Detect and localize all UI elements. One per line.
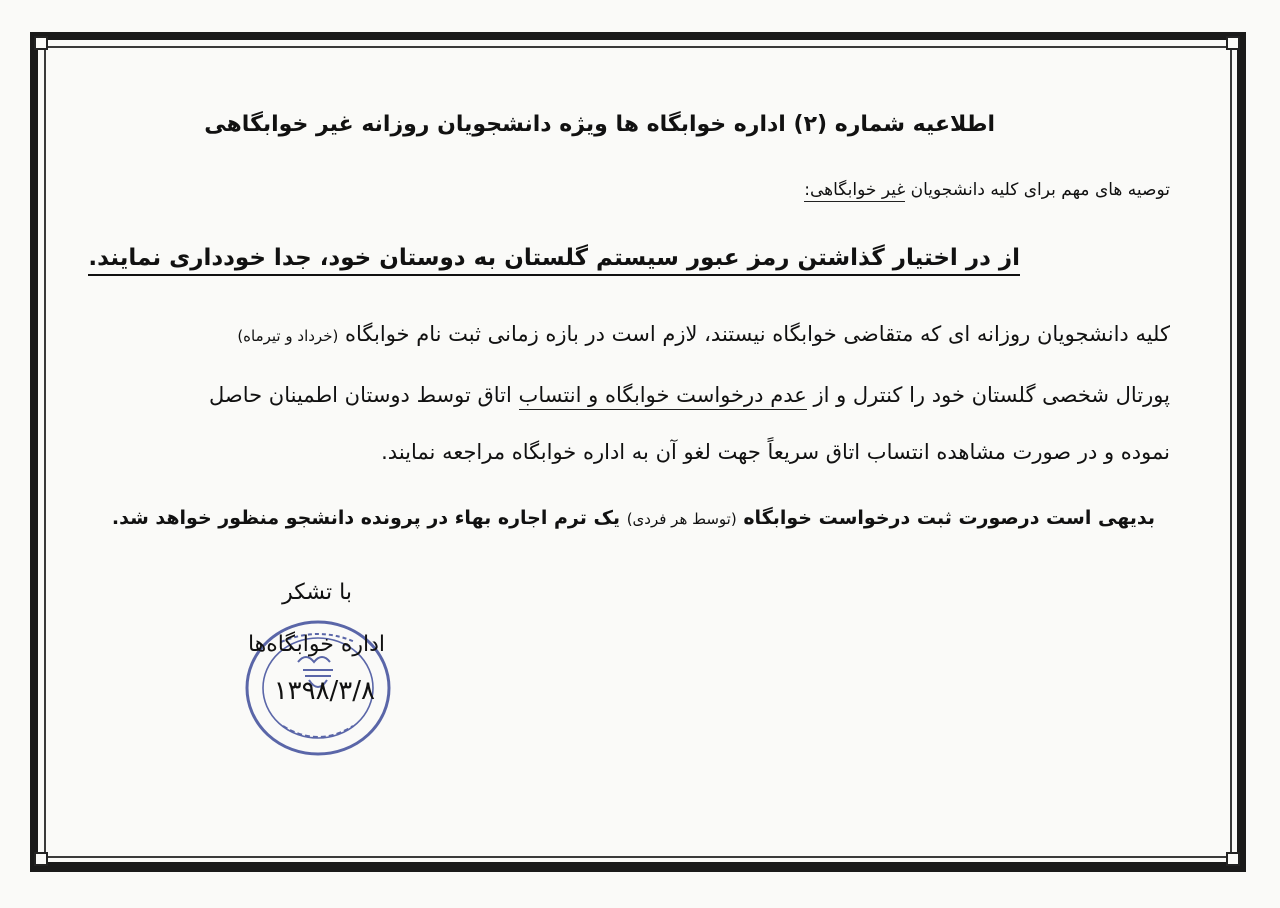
fee-notice-parenthetical: (توسط هر فردی): [626, 510, 737, 528]
signature-date: ۱۳۹۸/۳/۸: [273, 676, 375, 706]
notice-title: اطلاعیه شماره (۲) اداره خوابگاه ها ویژه دانشجویان روزانه غیر خوابگاهی: [204, 112, 995, 137]
paragraph-line-1-months: (خرداد و تیرماه): [237, 327, 339, 345]
notice-subtitle: [804, 180, 1170, 200]
closing-thanks: با تشکر: [282, 580, 352, 605]
signature-office: اداره خوابگاه‌ها: [247, 632, 385, 657]
frame-corner-ornament: [1226, 36, 1240, 50]
paragraph-line-2-before: پورتال شخصی گلستان خود را کنترل و از: [813, 383, 1170, 407]
subtitle-prefix: توصیه های مهم برای کلیه دانشجویان: [910, 180, 1170, 200]
fee-notice: [112, 507, 1155, 529]
frame-corner-ornament: [34, 852, 48, 866]
subtitle-underlined: غیر خوابگاهی:: [804, 180, 906, 200]
paragraph-line-1-main: کلیه دانشجویان روزانه ای که متقاضی خوابگاه نیستند، لازم است در بازه زمانی ثبت نام خوابگاه: [345, 322, 1170, 346]
paragraph-line-2-after: اتاق توسط دوستان اطمینان حاصل: [209, 383, 512, 407]
paragraph-line-3: نموده و در صورت مشاهده انتساب اتاق سریعاً جهت لغو آن به اداره خوابگاه مراجعه نمایند.: [381, 440, 1170, 464]
paragraph-line-2: [209, 383, 1170, 407]
password-warning: از در اختیار گذاشتن رمز عبور سیستم گلستان به دوستان خود، جدا خودداری نمایند.: [88, 245, 1020, 276]
paragraph-line-1: [237, 322, 1170, 346]
fee-notice-after: یک ترم اجاره بهاء در پرونده دانشجو منظور خواهد شد.: [111, 507, 621, 529]
paragraph-line-2-underlined: عدم درخواست خوابگاه و انتساب: [519, 383, 807, 410]
frame-corner-ornament: [34, 36, 48, 50]
frame-corner-ornament: [1226, 852, 1240, 866]
fee-notice-before: بدیهی است درصورت ثبت درخواست خوابگاه: [743, 507, 1155, 529]
